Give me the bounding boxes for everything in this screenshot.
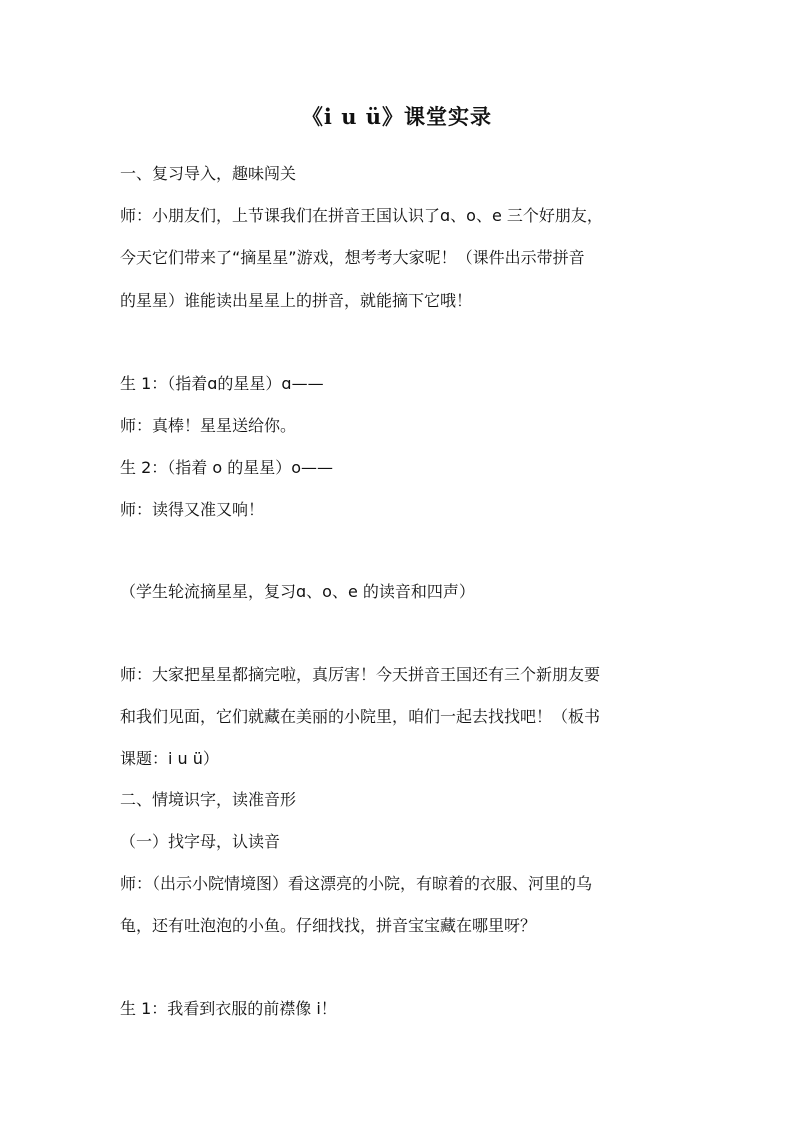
section-heading-1: 一、复习导入，趣味闯关 [120,164,297,183]
document-title: 《i u ü》课堂实录 [301,104,493,129]
subsection-heading: （一）找字母，认读音 [120,832,281,851]
dialogue-line: 生 2：（指着 o 的星星）o—— [120,458,334,477]
section-heading-2: 二、情境识字，读准音形 [120,790,297,809]
paragraph-line: 师：（出示小院情境图）看这漂亮的小院，有晾着的衣服、河里的乌 [120,874,593,893]
dialogue-line: 生 1：（指着ɑ的星星）ɑ—— [120,374,324,393]
dialogue-line: 师：真棒！星星送给你。 [120,416,297,435]
dialogue-line: 师：读得又准又响！ [120,500,265,519]
paragraph-line: 课题：i u ü） [120,749,219,768]
paragraph-line: 龟，还有吐泡泡的小鱼。仔细找找，拼音宝宝藏在哪里呀？ [120,916,537,935]
stage-direction-line: （学生轮流摘星星，复习ɑ、o、e 的读音和四声） [120,582,475,601]
paragraph-line: 今天它们带来了“摘星星”游戏，想考考大家呢！（课件出示带拼音 [120,248,585,267]
paragraph-line: 的星星）谁能读出星星上的拼音，就能摘下它哦！ [120,291,473,310]
paragraph-line: 师：小朋友们，上节课我们在拼音王国认识了ɑ、o、e 三个好朋友， [120,206,603,225]
dialogue-line: 生 1：我看到衣服的前襟像 i！ [120,999,337,1018]
paragraph-line: 和我们见面，它们就藏在美丽的小院里，咱们一起去找找吧！（板书 [120,707,601,726]
paragraph-line: 师：大家把星星都摘完啦，真厉害！今天拼音王国还有三个新朋友要 [120,665,601,684]
